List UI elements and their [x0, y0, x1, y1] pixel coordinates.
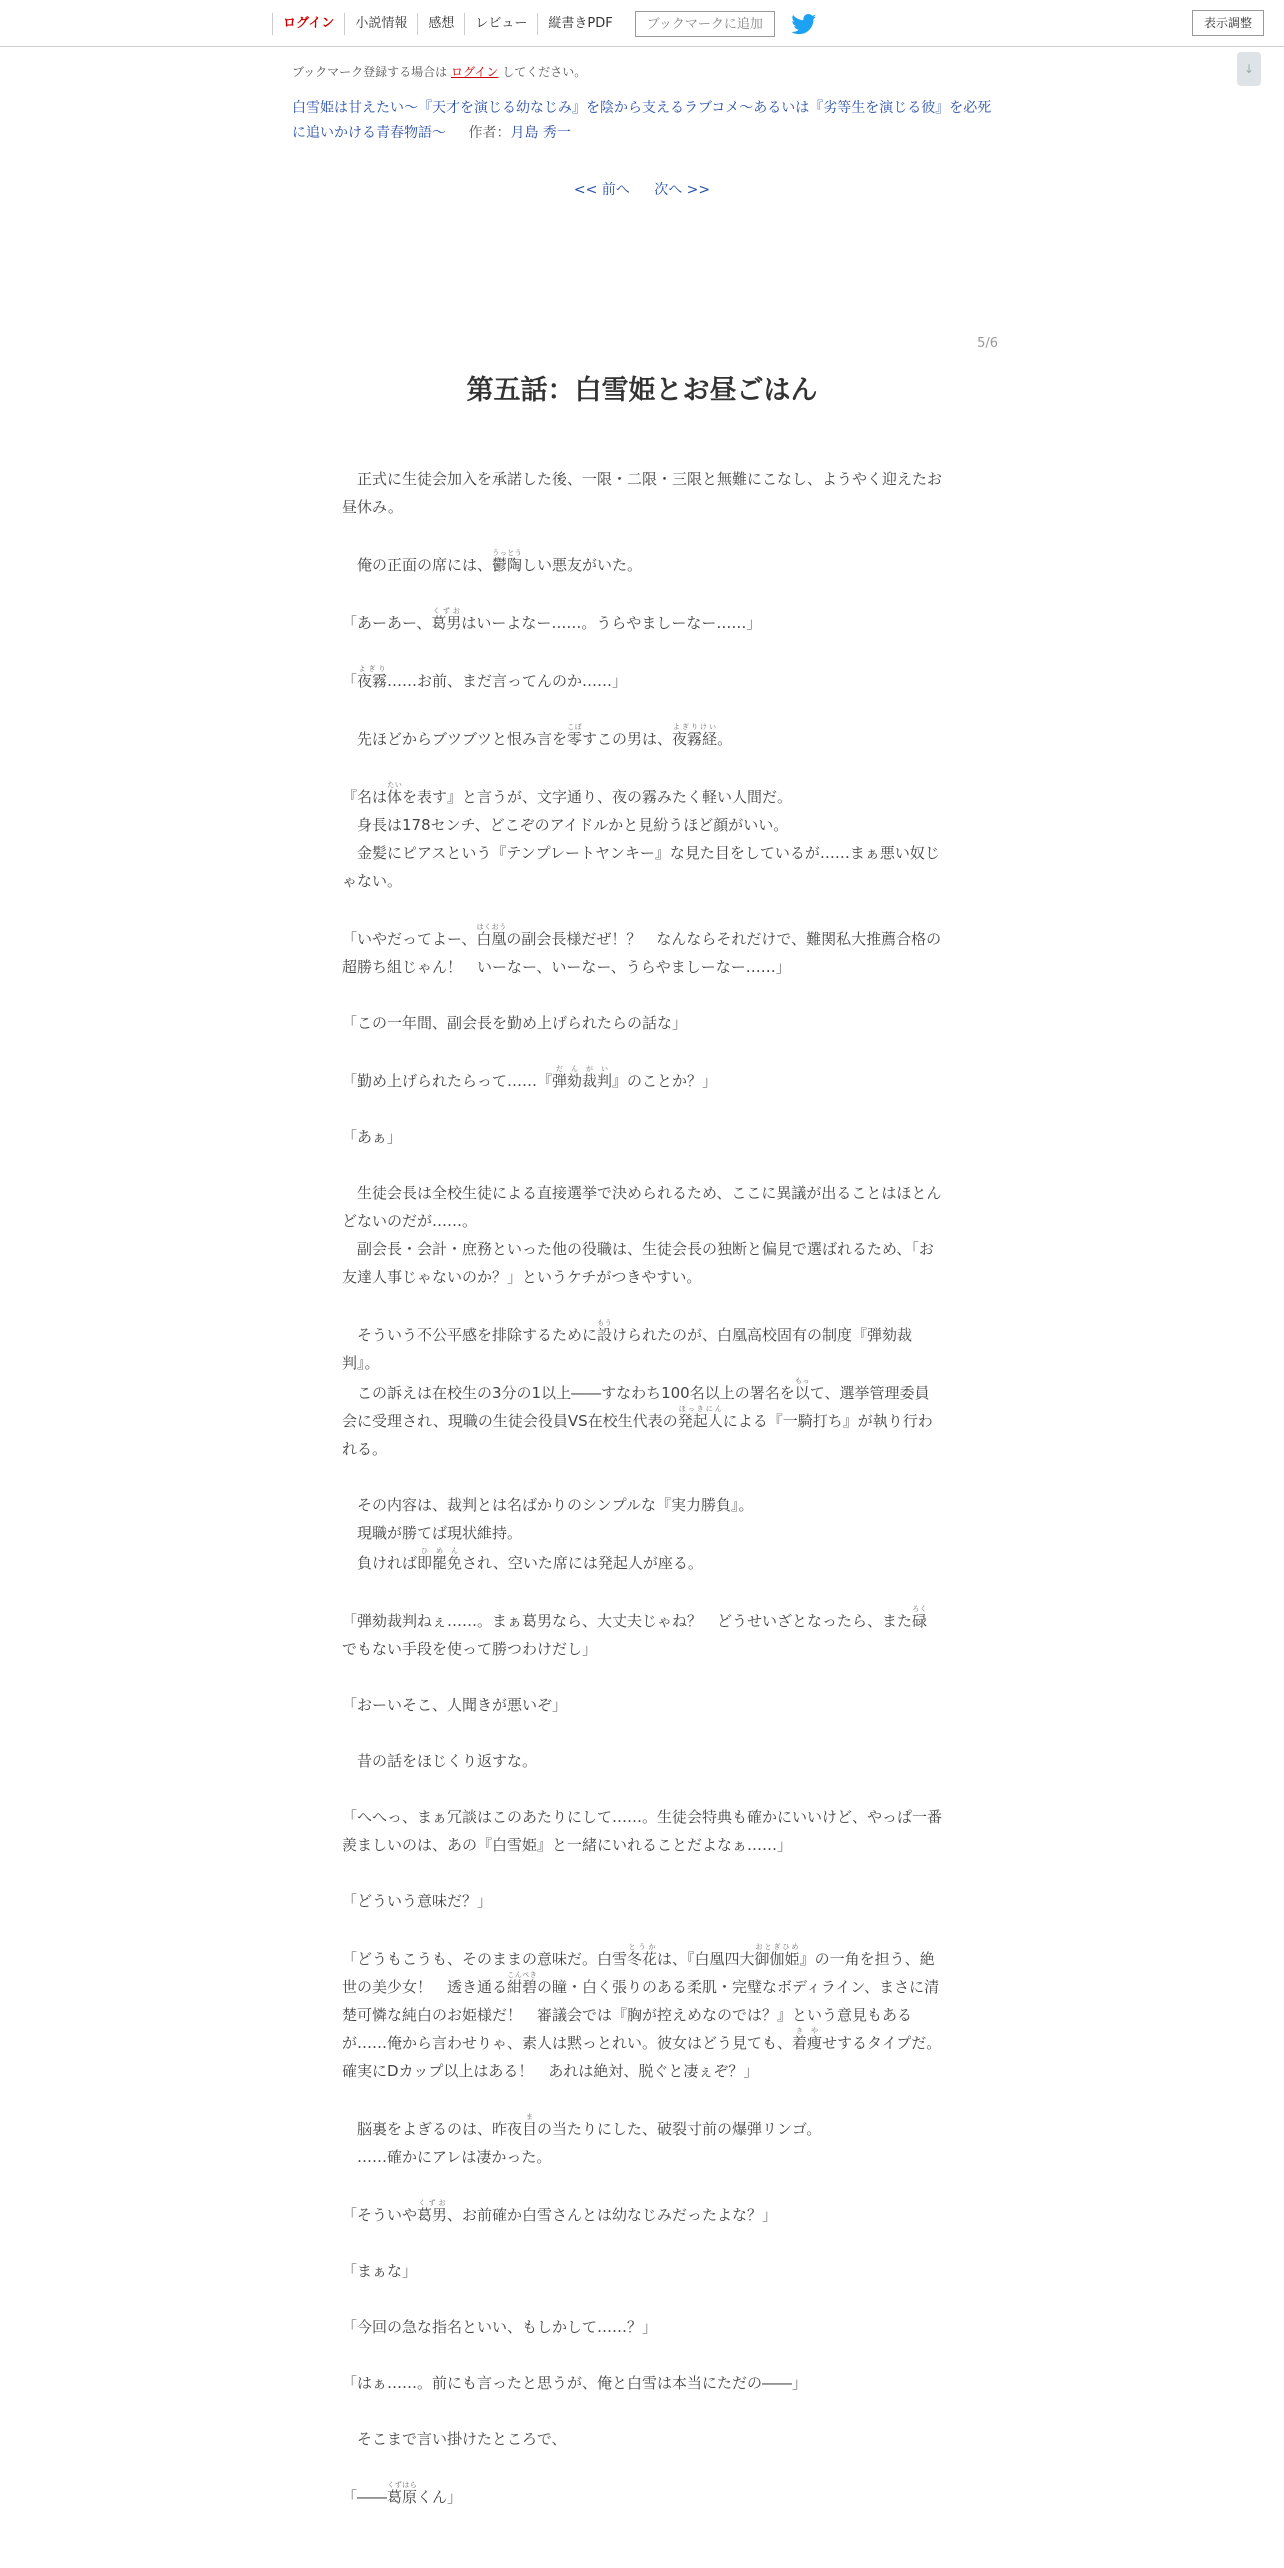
body-paragraph — [342, 579, 942, 607]
body-paragraph: 「おーいそこ、人聞きが悪いぞ」 — [342, 1696, 568, 1714]
next-page-link[interactable]: 次へ >> — [654, 182, 711, 198]
body-paragraph: 生徒会長は全校生徒による直接選挙で決められるため、ここに異議が出ることはほとんどないのだが……。 — [342, 1184, 942, 1230]
novel-body — [342, 465, 942, 2511]
body-paragraph — [342, 2085, 942, 2113]
body-paragraph — [342, 2397, 942, 2425]
body-paragraph: 金髪にピアスという『テンプレートヤンキー』な見た目をしているが……まぁ悪い奴じゃない。 — [342, 844, 940, 890]
body-paragraph: そういう不公平感を排除するために設もうけられたのが、白凰高校固有の制度『弾劾裁判』。 — [342, 1319, 913, 1372]
body-paragraph: 身長は178センチ、どこぞのアイドルかと見紛うほど顔がいい。 — [342, 816, 789, 834]
body-paragraph: 「弾劾裁判ねぇ……。まぁ葛男なら、大丈夫じゃね？ どうせいざとなったら、また碌ろくでもない手段を使って勝つわけだし」 — [342, 1605, 928, 1658]
body-paragraph: 「――葛原くずはらくん」 — [342, 2481, 463, 2506]
author-label: 作者： — [468, 125, 511, 141]
body-paragraph — [342, 1151, 942, 1179]
body-paragraph: 脳裏をよぎるのは、昨夜目まの当たりにした、破裂寸前の爆弾リンゴ。 — [342, 2113, 822, 2138]
nav-login[interactable]: ログイン — [272, 13, 344, 35]
nav-menu — [272, 9, 819, 39]
pager — [0, 179, 1284, 199]
body-paragraph — [342, 695, 942, 723]
body-paragraph — [342, 2453, 942, 2481]
body-paragraph — [342, 2341, 942, 2369]
body-paragraph — [342, 637, 942, 665]
nav-impressions[interactable]: 感想 — [417, 13, 464, 35]
body-paragraph: 「どういう意味だ？」 — [342, 1892, 493, 1910]
body-paragraph: 「勤め上げられたらって……『弾劾裁判だんがい』のことか？」 — [342, 1065, 718, 1090]
nav-vertical-pdf[interactable]: 縦書きPDF — [537, 13, 622, 35]
body-paragraph: 「そういや葛男くずお、お前確か白雪さんとは幼なじみだったよな？」 — [342, 2199, 778, 2224]
add-bookmark-button[interactable]: ブックマークに追加 — [635, 11, 775, 37]
body-paragraph — [342, 895, 942, 923]
body-paragraph — [342, 981, 942, 1009]
page-count: 5/6 — [977, 336, 998, 351]
body-paragraph — [342, 1719, 942, 1747]
bookmark-note-pre: ブックマーク登録する場合は — [292, 65, 448, 79]
display-settings-button[interactable]: 表示調整 — [1192, 10, 1264, 36]
body-paragraph — [342, 2285, 942, 2313]
author-link[interactable]: 月島 秀一 — [510, 125, 571, 141]
body-paragraph: 現職が勝てば現状維持。 — [342, 1524, 523, 1542]
body-paragraph: 副会長・会計・庶務といった他の役職は、生徒会長の独断と偏見で選ばれるため、「お友達人事じゃないのか？」というケチがつきやすい。 — [342, 1240, 934, 1286]
body-paragraph — [342, 2171, 942, 2199]
body-paragraph — [342, 2229, 942, 2257]
nav-novel-info[interactable]: 小説情報 — [344, 13, 417, 35]
body-paragraph — [342, 1775, 942, 1803]
body-paragraph: 先ほどからブツブツと恨み言を零こぼすこの男は、夜霧経よぎりけい。 — [342, 723, 733, 748]
bookmark-note-post: してください。 — [502, 65, 587, 79]
twitter-bird-svg — [791, 14, 817, 35]
body-paragraph: そこまで言い掛けたところで、 — [342, 2430, 567, 2448]
body-paragraph: 「はぁ……。前にも言ったと思うが、俺と白雪は本当にただの――」 — [342, 2374, 808, 2392]
body-paragraph: 「今回の急な指名といい、もしかして……？」 — [342, 2318, 658, 2336]
body-paragraph: その内容は、裁判とは名ばかりのシンプルな『実力勝負』。 — [342, 1496, 754, 1514]
body-paragraph: 「どうもこうも、そのままの意味だ。白雪冬花とうかは、『白凰四大御伽姫おとぎひめ』の一角を担う、絶世の美少女！ 透き通る紺碧こんぺきの瞳・白く張りのある柔肌・完璧なボディライン、まさに清楚可憐な純白のお姫様だ！ 審議会では『胸が控えめなのでは？』という意見もあるが……俺から言わせりゃ、素人は黙っとれい。彼女はどう見ても、着痩きやせするタイプだ。確実にDカップ以上はある！ あれは絶対、脱ぐと凄ぇぞ？」 — [342, 1943, 942, 2080]
body-paragraph — [342, 1463, 942, 1491]
body-paragraph — [342, 521, 942, 549]
body-paragraph — [342, 1095, 942, 1123]
body-paragraph — [342, 1915, 942, 1943]
body-paragraph: 正式に生徒会加入を承諾した後、一限・二限・三限と無難にこなし、ようやく迎えたお昼休み。 — [342, 470, 943, 516]
body-paragraph — [342, 1859, 942, 1887]
body-paragraph — [342, 1663, 942, 1691]
body-paragraph: 負ければ即罷免ひめんされ、空いた席には発起人が座る。 — [342, 1547, 703, 1572]
body-paragraph: 「まぁな」 — [342, 2262, 418, 2280]
scroll-down-button[interactable]: ↓ — [1237, 52, 1261, 86]
body-paragraph: 昔の話をほじくり返すな。 — [342, 1752, 538, 1770]
body-paragraph: 「夜霧よぎり……お前、まだ言ってんのか……」 — [342, 665, 628, 690]
novel-title-block — [292, 96, 1004, 146]
novel-title-link[interactable]: 白雪姫は甘えたい～『天才を演じる幼なじみ』を陰から支えるラブコメ～あるいは『劣等生を演じる彼』を必死に追いかける青春物語～ — [292, 100, 992, 141]
body-paragraph: 「この一年間、副会長を勤め上げられたらの話な」 — [342, 1014, 688, 1032]
body-paragraph: 「あーあー、葛男くずおはいーよなー……。うらやましーなー……」 — [342, 607, 762, 632]
body-paragraph: 「へへっ、まぁ冗談はこのあたりにして……。生徒会特典も確かにいいけど、やっぱ一番羨ましいのは、あの『白雪姫』と一緒にいれることだよなぁ……」 — [342, 1808, 943, 1854]
body-paragraph — [342, 1037, 942, 1065]
body-paragraph: この訴えは在校生の3分の1以上――すなわち100名以上の署名を以もって、選挙管理委員会に受理され、現職の生徒会役員VS在校生代表の発起人ほっきにんによる『一騎打ち』が執り行われる。 — [342, 1377, 933, 1458]
chapter-title: 第五話：白雪姫とお昼ごはん — [466, 375, 818, 406]
body-paragraph: ……確かにアレは凄かった。 — [342, 2148, 552, 2166]
bookmark-note — [292, 63, 586, 80]
body-paragraph — [342, 753, 942, 781]
twitter-bird-icon[interactable] — [791, 13, 819, 35]
body-paragraph: 俺の正面の席には、鬱陶うっとうしい悪友がいた。 — [342, 549, 643, 574]
nav-review[interactable]: レビュー — [464, 13, 537, 35]
body-paragraph: 「あぁ」 — [342, 1128, 402, 1146]
prev-page-link[interactable]: << 前へ — [573, 182, 630, 198]
bookmark-note-login-link[interactable]: ログイン — [451, 65, 499, 79]
body-paragraph: 「いやだってよー、白凰はくおうの副会長様だぜ！？ なんならそれだけで、難関私大推薦合格の超勝ち組じゃん！ いーなー、いーなー、うらやましーなー……」 — [342, 923, 942, 976]
body-paragraph — [342, 1291, 942, 1319]
top-bar — [0, 0, 1284, 47]
body-paragraph: 『名は体たいを表す』と言うが、文字通り、夜の霧みたく軽い人間だ。 — [342, 781, 793, 806]
body-paragraph — [342, 1577, 942, 1605]
